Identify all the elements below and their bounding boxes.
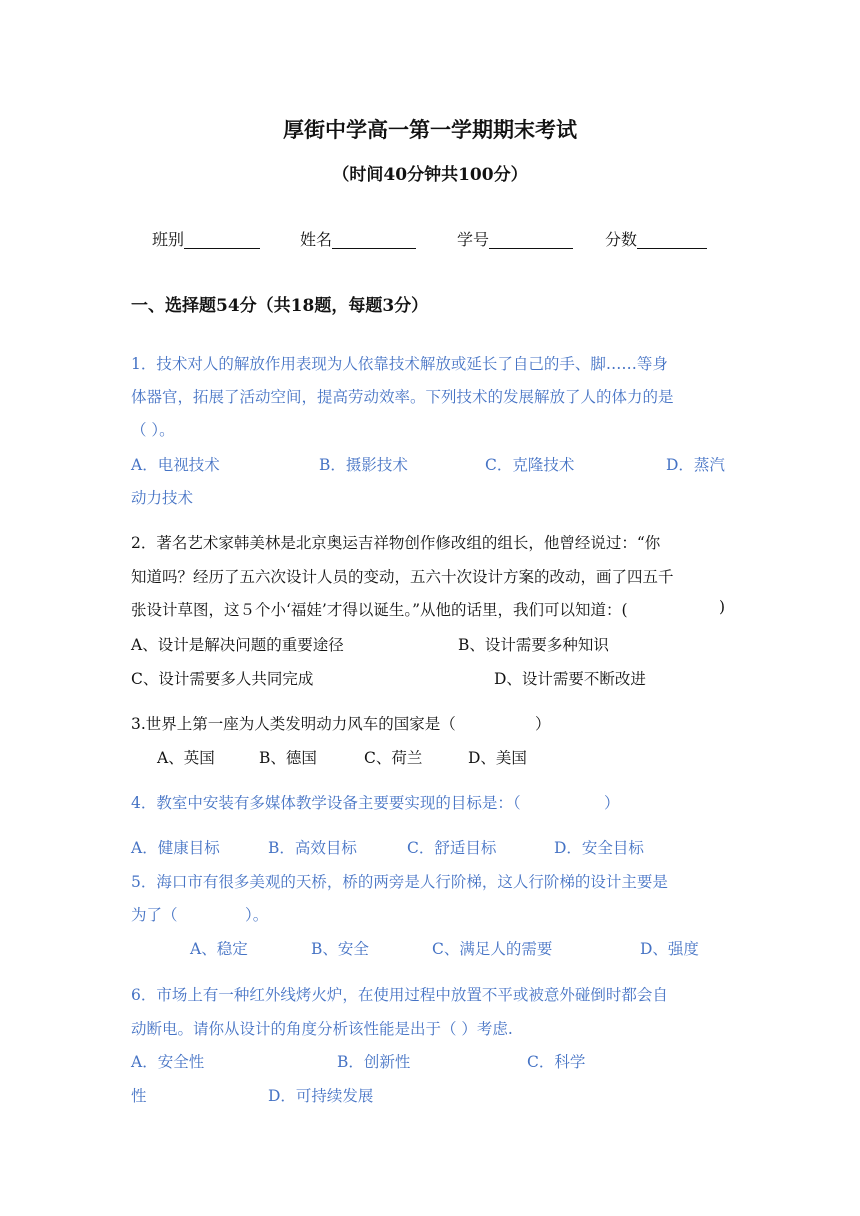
- q6-option-c-cont: 性: [131, 1087, 147, 1105]
- q3-stem-end: ）: [535, 715, 551, 733]
- q5-line2-end: ）。: [245, 906, 269, 924]
- q2-option-c: C、设计需要多人共同完成: [131, 670, 314, 688]
- q3-option-d: D、美国: [468, 749, 527, 767]
- q2-option-d: D、设计需要不断改进: [494, 670, 646, 688]
- q1-line3: （ ）。: [131, 421, 175, 439]
- exam-title: 厚街中学高一第一学期期末考试: [283, 117, 577, 142]
- q6-option-a: A．安全性: [131, 1053, 205, 1071]
- q4-option-a: A．健康目标: [131, 839, 220, 857]
- q4-option-c: C．舒适目标: [407, 839, 497, 857]
- q1-line2: 体器官，拓展了活动空间，提高劳动效率。下列技术的发展解放了人的体力的是: [131, 388, 674, 406]
- q5-option-a: A、稳定: [190, 940, 248, 958]
- score-blank[interactable]: [637, 230, 707, 249]
- class-blank[interactable]: [184, 230, 260, 249]
- q4-option-b: B．高效目标: [268, 839, 357, 857]
- q2-option-a: A、设计是解决问题的重要途径: [131, 636, 344, 654]
- q3-option-b: B、德国: [259, 749, 317, 767]
- section-heading: 一、选择题54分（共18题，每题3分）: [131, 296, 429, 316]
- id-label: 学号: [457, 230, 490, 249]
- q6-line1: 6．市场上有一种红外线烤火炉，在使用过程中放置不平或被意外碰倒时都会自: [131, 986, 668, 1004]
- q4-stem-end: ）: [604, 794, 620, 812]
- q5-option-d: D、强度: [640, 940, 699, 958]
- q3-option-a: A、英国: [157, 749, 215, 767]
- id-blank[interactable]: [489, 230, 573, 249]
- exam-subtitle: （时间40分钟共100分）: [332, 165, 528, 185]
- q3-option-c: C、荷兰: [364, 749, 423, 767]
- q5-option-b: B、安全: [311, 940, 369, 958]
- class-label: 班别: [152, 230, 185, 249]
- q2-line3-end: ): [719, 598, 726, 616]
- q2-line3: 张设计草图，这５个小‘福娃’才得以诞生。”从他的话里，我们可以知道：(: [131, 601, 628, 619]
- q6-option-d: D．可持续发展: [268, 1087, 374, 1105]
- q1-option-d-cont: 动力技术: [131, 489, 194, 507]
- score-label: 分数: [605, 230, 638, 249]
- q6-option-c: C．科学: [527, 1053, 586, 1071]
- q6-option-b: B．创新性: [337, 1053, 411, 1071]
- q1-option-d: D．蒸汽: [666, 456, 725, 474]
- q1-option-a: A．电视技术: [131, 456, 220, 474]
- name-blank[interactable]: [332, 230, 416, 249]
- id-field: [457, 227, 573, 250]
- q2-line1: 2．著名艺术家韩美林是北京奥运吉祥物创作修改组的组长，他曾经说过：“你: [131, 534, 661, 552]
- q4-option-d: D．安全目标: [554, 839, 644, 857]
- q5-line1: 5．海口市有很多美观的天桥，桥的两旁是人行阶梯，这人行阶梯的设计主要是: [131, 873, 668, 891]
- q2-option-b: B、设计需要多种知识: [458, 636, 609, 654]
- name-field: [300, 227, 416, 250]
- q6-line2: 动断电。请你从设计的角度分析该性能是出于（ ）考虑.: [131, 1020, 513, 1038]
- class-field: [152, 227, 260, 250]
- name-label: 姓名: [300, 230, 333, 249]
- q5-option-c: C、满足人的需要: [432, 940, 553, 958]
- q1-option-c: C．克隆技术: [485, 456, 575, 474]
- q3-stem: 3.世界上第一座为人类发明动力风车的国家是（: [131, 715, 456, 733]
- q5-line2: 为了（: [131, 906, 178, 924]
- score-field: [605, 227, 707, 250]
- q1-option-b: B．摄影技术: [319, 456, 408, 474]
- q2-line2: 知道吗？经历了五六次设计人员的变动，五六十次设计方案的改动，画了四五千: [131, 568, 674, 586]
- q4-stem: 4．教室中安装有多媒体教学设备主要要实现的目标是：（: [131, 794, 521, 812]
- q1-line1: 1．技术对人的解放作用表现为人依靠技术解放或延长了自己的手、脚……等身: [131, 355, 668, 373]
